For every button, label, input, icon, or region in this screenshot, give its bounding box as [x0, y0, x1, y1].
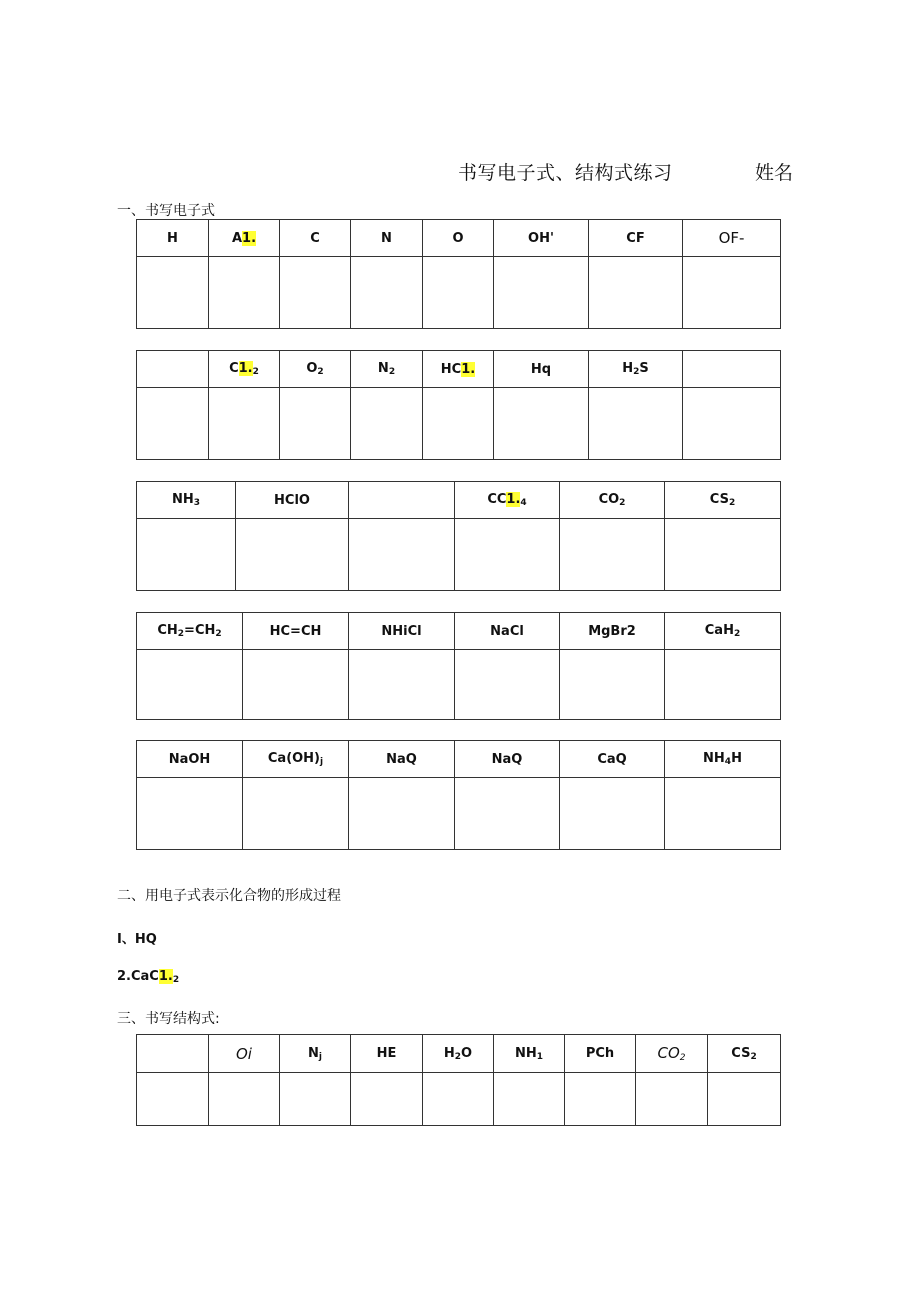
- answer-cell[interactable]: [137, 1073, 209, 1126]
- answer-cell[interactable]: [351, 388, 423, 460]
- cell-C: C: [280, 220, 351, 257]
- answer-cell[interactable]: [560, 519, 665, 591]
- cell-CS2: $CS_2$: [708, 1035, 781, 1073]
- answer-cell[interactable]: [665, 650, 781, 720]
- cell-N: N: [351, 220, 423, 257]
- answer-cell[interactable]: [494, 388, 589, 460]
- answer-cell[interactable]: [589, 388, 683, 460]
- cell-NH1: $NH_1$: [494, 1035, 565, 1073]
- cell-NaQ-2: NaQ: [455, 741, 560, 778]
- cell-blank: [683, 351, 781, 388]
- answer-cell[interactable]: [209, 257, 280, 329]
- answer-cell[interactable]: [423, 257, 494, 329]
- section2-heading: 二、用电子式表示化合物的形成过程: [117, 888, 341, 904]
- answer-cell[interactable]: [708, 1073, 781, 1126]
- cell-H2O: $H_2O$: [423, 1035, 494, 1073]
- answer-cell[interactable]: [349, 650, 455, 720]
- cell-NaQ-1: NaQ: [349, 741, 455, 778]
- answer-cell[interactable]: [683, 388, 781, 460]
- formation-item-2: $2.CaC1._2$: [117, 969, 180, 985]
- answer-cell[interactable]: [423, 388, 494, 460]
- cell-O2: $O_2$: [280, 351, 351, 388]
- answer-cell[interactable]: [137, 257, 209, 329]
- answer-cell[interactable]: [636, 1073, 708, 1126]
- answer-cell[interactable]: [349, 778, 455, 850]
- cell-blank: [137, 351, 209, 388]
- cell-NaOH: NaOH: [137, 741, 243, 778]
- answer-cell[interactable]: [209, 1073, 280, 1126]
- cell-HClO: HClO: [236, 482, 349, 519]
- electron-formula-table-2: [136, 350, 781, 460]
- answer-cell[interactable]: [683, 257, 781, 329]
- cell-H2S: $H_2S$: [589, 351, 683, 388]
- cell-NH4Cl: NHiCl: [349, 613, 455, 650]
- electron-formula-table-4: [136, 612, 781, 720]
- name-label: 姓名: [755, 162, 794, 184]
- answer-cell[interactable]: [351, 1073, 423, 1126]
- cell-Nj: $N_j$: [280, 1035, 351, 1073]
- cell-Al: A1.: [209, 220, 280, 257]
- answer-cell[interactable]: [137, 650, 243, 720]
- cell-HE: HE: [351, 1035, 423, 1073]
- cell-NaCl: NaCl: [455, 613, 560, 650]
- cell-HCl: HC1.: [423, 351, 494, 388]
- cell-ethene: $CH_2=CH_2$: [137, 613, 243, 650]
- answer-cell[interactable]: [243, 650, 349, 720]
- cell-OF: OF-: [683, 220, 781, 257]
- cell-blank: [137, 1035, 209, 1073]
- answer-cell[interactable]: [280, 388, 351, 460]
- answer-cell[interactable]: [455, 650, 560, 720]
- cell-Cl2: $C1._2$: [209, 351, 280, 388]
- answer-cell[interactable]: [280, 1073, 351, 1126]
- cell-CO2: $CO_2$: [636, 1035, 708, 1073]
- answer-cell[interactable]: [665, 778, 781, 850]
- page-title: 书写电子式、结构式练习: [458, 162, 673, 184]
- cell-Oi: Oi: [209, 1035, 280, 1073]
- answer-cell[interactable]: [243, 778, 349, 850]
- answer-cell[interactable]: [137, 519, 236, 591]
- cell-PCh: PCh: [565, 1035, 636, 1073]
- formation-item-1: I、HQ: [117, 932, 157, 947]
- cell-MgBr2: MgBr2: [560, 613, 665, 650]
- answer-cell[interactable]: [565, 1073, 636, 1126]
- answer-cell[interactable]: [137, 388, 209, 460]
- answer-cell[interactable]: [351, 257, 423, 329]
- cell-CaH2: CaH$_2$: [665, 613, 781, 650]
- section1-heading: 一、书写电子式: [117, 203, 215, 219]
- answer-cell[interactable]: [455, 519, 560, 591]
- cell-N2: $N_2$: [351, 351, 423, 388]
- cell-ethyne: HC=CH: [243, 613, 349, 650]
- cell-OH: OH': [494, 220, 589, 257]
- answer-cell[interactable]: [137, 778, 243, 850]
- answer-cell[interactable]: [423, 1073, 494, 1126]
- electron-formula-table-5: [136, 740, 781, 850]
- answer-cell[interactable]: [280, 257, 351, 329]
- answer-cell[interactable]: [209, 388, 280, 460]
- answer-cell[interactable]: [560, 650, 665, 720]
- cell-CCl4: $CC1._4$: [455, 482, 560, 519]
- cell-blank: [349, 482, 455, 519]
- answer-cell[interactable]: [494, 1073, 565, 1126]
- answer-cell[interactable]: [455, 778, 560, 850]
- answer-cell[interactable]: [349, 519, 455, 591]
- cell-H: H: [137, 220, 209, 257]
- cell-NH3: $NH_3$: [137, 482, 236, 519]
- answer-cell[interactable]: [494, 257, 589, 329]
- electron-formula-table-1: [136, 219, 781, 329]
- answer-cell[interactable]: [560, 778, 665, 850]
- cell-CaQ: CaQ: [560, 741, 665, 778]
- cell-O: O: [423, 220, 494, 257]
- cell-CO2: $CO_2$: [560, 482, 665, 519]
- answer-cell[interactable]: [665, 519, 781, 591]
- cell-Hq: Hq: [494, 351, 589, 388]
- cell-CF: CF: [589, 220, 683, 257]
- electron-formula-table-3: [136, 481, 781, 591]
- answer-cell[interactable]: [236, 519, 349, 591]
- section3-heading: 三、书写结构式:: [117, 1011, 220, 1027]
- cell-CaOH2: $Ca(OH)_j$: [243, 741, 349, 778]
- cell-CS2: $CS_2$: [665, 482, 781, 519]
- cell-NH4H: $NH_4H$: [665, 741, 781, 778]
- answer-cell[interactable]: [589, 257, 683, 329]
- structural-formula-table: [136, 1034, 781, 1126]
